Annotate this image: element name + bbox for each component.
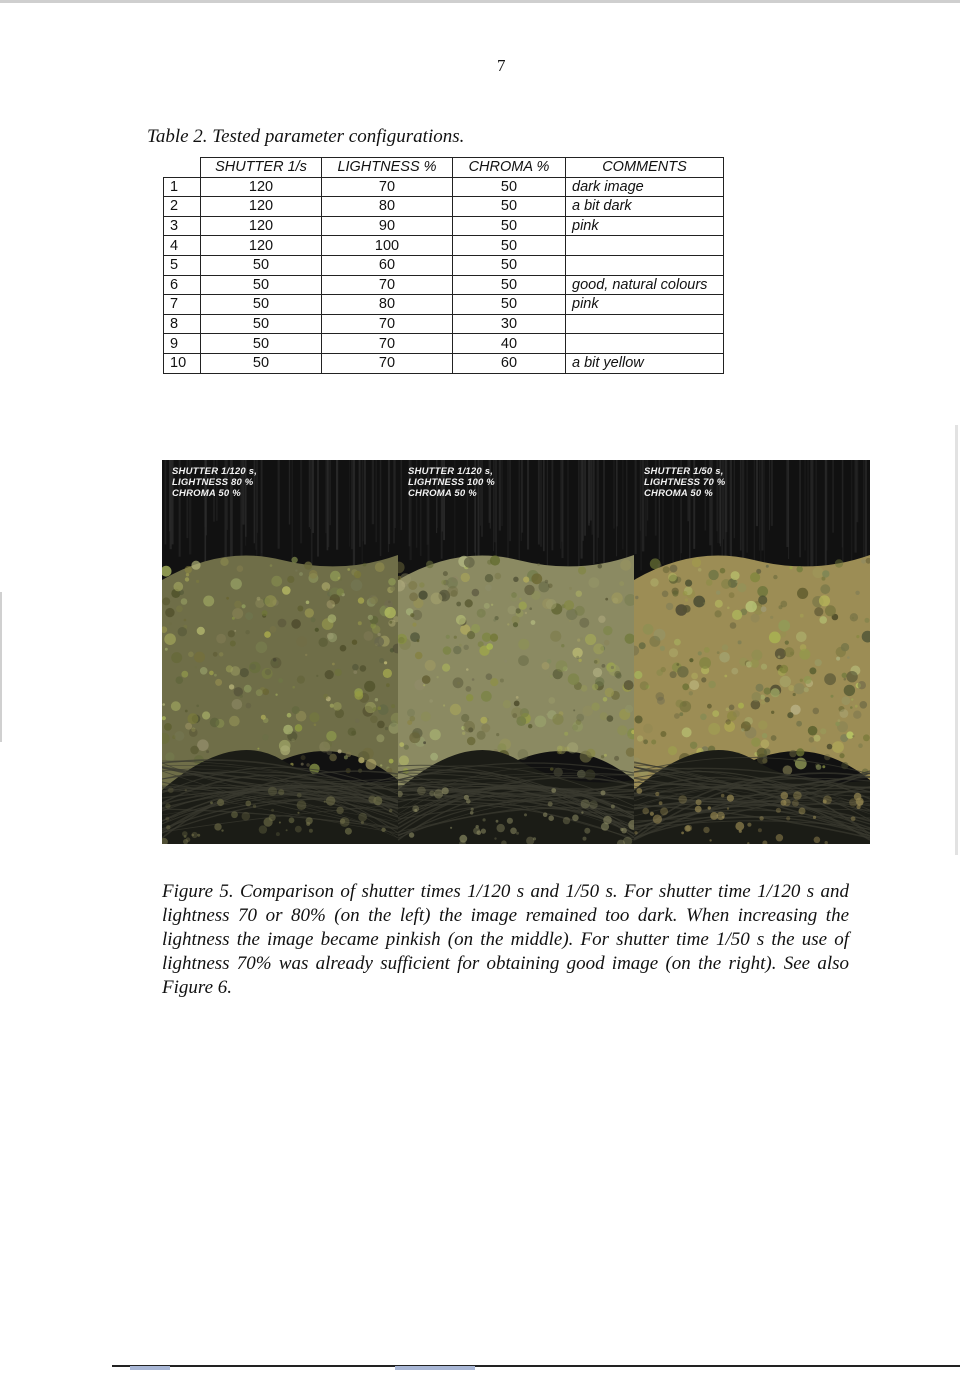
header-lightness: LIGHTNESS % [322,158,453,178]
panel-label-line: CHROMA 50 % [172,488,241,499]
table-row [164,275,724,295]
cell-lightness: 70 [322,177,453,197]
cell-idx: 2 [164,197,201,217]
cell-shutter: 120 [201,236,322,256]
table-row [164,197,724,217]
figure-panel [398,460,634,844]
cell-comment [566,236,724,256]
panel-label-line: LIGHTNESS 80 % [172,477,254,488]
panel-label-line: CHROMA 50 % [644,488,713,499]
table-row [164,236,724,256]
cell-lightness: 80 [322,295,453,315]
cell-chroma: 50 [453,255,566,275]
cell-shutter: 50 [201,255,322,275]
cell-comment [566,255,724,275]
table-body [164,177,724,373]
table-header-row [164,158,724,178]
cell-idx: 4 [164,236,201,256]
header-corner-cell [164,158,201,178]
cell-lightness: 70 [322,353,453,373]
cell-comment: pink [566,295,724,315]
cell-idx: 5 [164,255,201,275]
panel-label-line: SHUTTER 1/120 s, [408,466,494,477]
table-row [164,177,724,197]
cell-shutter: 120 [201,177,322,197]
header-chroma: CHROMA % [453,158,566,178]
scan-edge-mark-right [955,425,958,855]
cell-chroma: 30 [453,314,566,334]
cell-idx: 6 [164,275,201,295]
panel-label-line: SHUTTER 1/50 s, [644,466,724,477]
cell-comment [566,314,724,334]
cell-idx: 1 [164,177,201,197]
table-row [164,295,724,315]
cell-idx: 10 [164,353,201,373]
table-row [164,314,724,334]
cell-chroma: 40 [453,334,566,354]
cell-idx: 9 [164,334,201,354]
table-row [164,255,724,275]
panel-settings-label [644,466,725,499]
panel-label-line: SHUTTER 1/120 s, [172,466,258,477]
table-caption: Table 2. Tested parameter configurations. [147,126,465,147]
top-border-line [0,0,960,3]
panel-settings-label [408,466,495,499]
cell-lightness: 80 [322,197,453,217]
cell-chroma: 50 [453,275,566,295]
parameter-table [163,157,724,374]
cell-shutter: 120 [201,197,322,217]
sample-image [634,460,870,844]
header-shutter: SHUTTER 1/s [201,158,322,178]
cell-idx: 7 [164,295,201,315]
cell-shutter: 120 [201,216,322,236]
page-number: 7 [497,56,506,75]
cell-lightness: 70 [322,314,453,334]
panel-label-line: LIGHTNESS 70 % [644,477,726,488]
cell-lightness: 100 [322,236,453,256]
cell-idx: 3 [164,216,201,236]
cell-chroma: 50 [453,236,566,256]
cell-comment: dark image [566,177,724,197]
comparison-figure [162,460,870,844]
panel-label-line: CHROMA 50 % [408,488,477,499]
cell-lightness: 60 [322,255,453,275]
cell-comment: a bit dark [566,197,724,217]
cell-comment: good, natural colours [566,275,724,295]
table-row [164,334,724,354]
footer-scan-mark [395,1366,475,1370]
sample-image [162,460,398,844]
table-row [164,216,724,236]
cell-comment: pink [566,216,724,236]
cell-shutter: 50 [201,314,322,334]
cell-shutter: 50 [201,295,322,315]
cell-lightness: 70 [322,334,453,354]
figure-panel [634,460,870,844]
cell-shutter: 50 [201,334,322,354]
cell-idx: 8 [164,314,201,334]
cell-comment [566,334,724,354]
footer-rule [112,1365,960,1367]
cell-chroma: 50 [453,216,566,236]
table-row [164,353,724,373]
cell-comment: a bit yellow [566,353,724,373]
cell-lightness: 90 [322,216,453,236]
cell-shutter: 50 [201,353,322,373]
cell-lightness: 70 [322,275,453,295]
footer-scan-mark [130,1366,170,1370]
cell-chroma: 50 [453,177,566,197]
cell-chroma: 50 [453,197,566,217]
sample-image [398,460,634,844]
header-comments: COMMENTS [566,158,724,178]
cell-shutter: 50 [201,275,322,295]
panel-label-line: LIGHTNESS 100 % [408,477,495,488]
scan-edge-mark-left [0,592,2,742]
cell-chroma: 50 [453,295,566,315]
cell-chroma: 60 [453,353,566,373]
figure-caption: Figure 5. Comparison of shutter times 1/120 s and 1/50 s. For shutter time 1/120 s and lightness 70 or 80% (on the left) the image remained too dark. When increasing the lightness the image became pinkish (on the middle). For shutter time 1/50 s the use of lightness 70% was already sufficient for obtaining good image (on the right). See also Figure 6. [162,881,849,998]
panel-settings-label [172,466,257,499]
figure-panel [162,460,398,844]
